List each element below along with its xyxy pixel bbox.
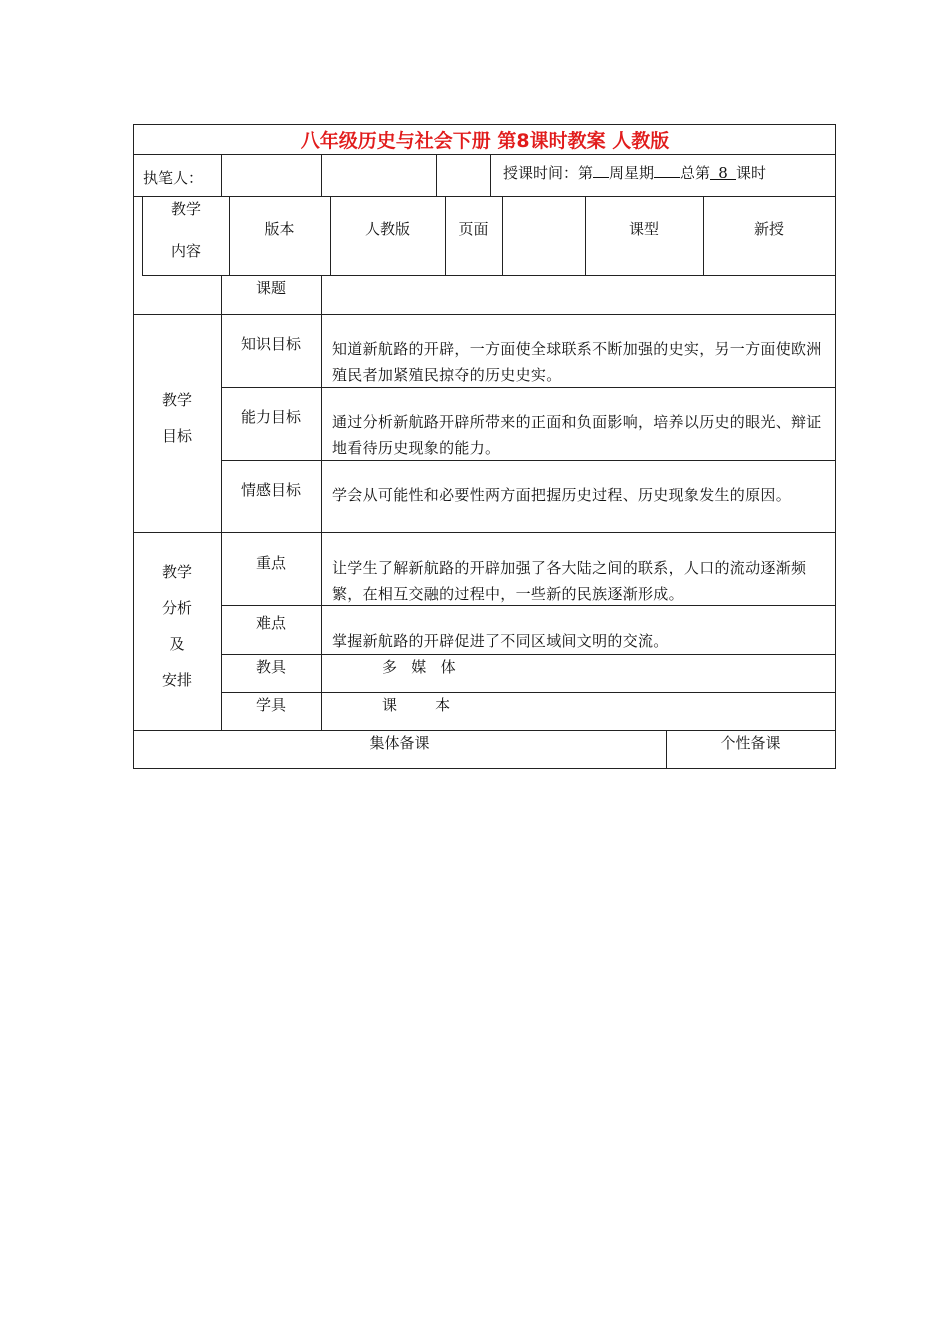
objectives-label-line1: 教学	[161, 391, 192, 409]
lesson-number: 8	[710, 163, 736, 180]
topic-label: 课题	[255, 279, 286, 297]
lesson-type-label: 课型	[628, 220, 659, 238]
class-time-prefix: 授课时间：第	[503, 164, 594, 182]
row-line	[133, 154, 836, 155]
lesson-type-value: 新授	[753, 220, 784, 238]
col-line	[321, 154, 322, 196]
key-point-label: 重点	[255, 554, 286, 572]
teaching-tools-label: 教具	[255, 658, 286, 676]
analysis-label-line1: 教学	[161, 563, 192, 581]
table-border-right	[835, 124, 836, 769]
version-label: 版本	[264, 220, 295, 238]
weekday-blank	[654, 161, 680, 178]
row-line	[133, 314, 836, 315]
row-line	[133, 196, 836, 197]
collective-prep-label: 集体备课	[369, 734, 430, 752]
row-line	[221, 692, 836, 693]
objectives-label-line2: 目标	[161, 427, 192, 445]
col-line	[436, 154, 437, 196]
analysis-label-line2: 分析	[161, 599, 192, 617]
key-point-text: 让学生了解新航路的开辟加强了各大陆之间的联系，人口的流动逐渐频繁，在相互交融的过程中，一些新的民族逐渐形成。	[332, 559, 807, 603]
analysis-label-line4: 安排	[161, 671, 192, 689]
row-line	[142, 275, 836, 276]
difficulty-text: 掌握新航路的开辟促进了不同区域间文明的交流。	[332, 632, 669, 650]
teaching-tools-value: 多 媒 体	[382, 658, 456, 676]
week-blank	[593, 161, 609, 178]
class-time-suffix: 课时	[736, 164, 767, 182]
col-line	[321, 314, 322, 730]
row-line	[133, 730, 836, 731]
analysis-label-line3: 及	[169, 635, 185, 653]
author-label: 执笔人：	[143, 169, 204, 187]
page-label: 页面	[458, 220, 489, 238]
knowledge-goal-text: 知道新航路的开辟，一方面使全球联系不断加强的史实，另一方面使欧洲殖民者加紧殖民掠夺的历史史实。	[332, 340, 822, 384]
personal-prep-label: 个性备课	[720, 734, 781, 752]
student-tools-label: 学具	[255, 696, 286, 714]
class-time	[503, 161, 766, 183]
document-title: 八年级历史与社会下册 第8课时教案 人教版	[300, 130, 670, 152]
content-label-line2: 内容	[170, 242, 201, 260]
col-line	[502, 196, 503, 275]
emotion-goal-label: 情感目标	[240, 481, 301, 499]
class-time-total: 总第	[680, 164, 711, 182]
emotion-goal-text: 学会从可能性和必要性两方面把握历史过程、历史现象发生的原因。	[332, 486, 792, 504]
row-line	[133, 532, 836, 533]
version-value: 人教版	[364, 220, 410, 238]
col-line	[490, 154, 491, 196]
col-line	[221, 154, 222, 196]
knowledge-goal-label: 知识目标	[240, 335, 301, 353]
ability-goal-label: 能力目标	[240, 408, 301, 426]
difficulty-label: 难点	[255, 614, 286, 632]
content-label-line1: 教学	[170, 200, 201, 218]
class-time-week: 周星期	[609, 164, 655, 182]
ability-goal-text: 通过分析新航路开辟所带来的正面和负面影响，培养以历史的眼光、辩证地看待历史现象的能力。	[332, 413, 822, 457]
col-line	[321, 275, 322, 314]
row-line	[221, 654, 836, 655]
table-border-top	[133, 124, 836, 125]
table-border-bottom	[133, 768, 836, 769]
student-tools-value: 课 本	[382, 696, 451, 714]
